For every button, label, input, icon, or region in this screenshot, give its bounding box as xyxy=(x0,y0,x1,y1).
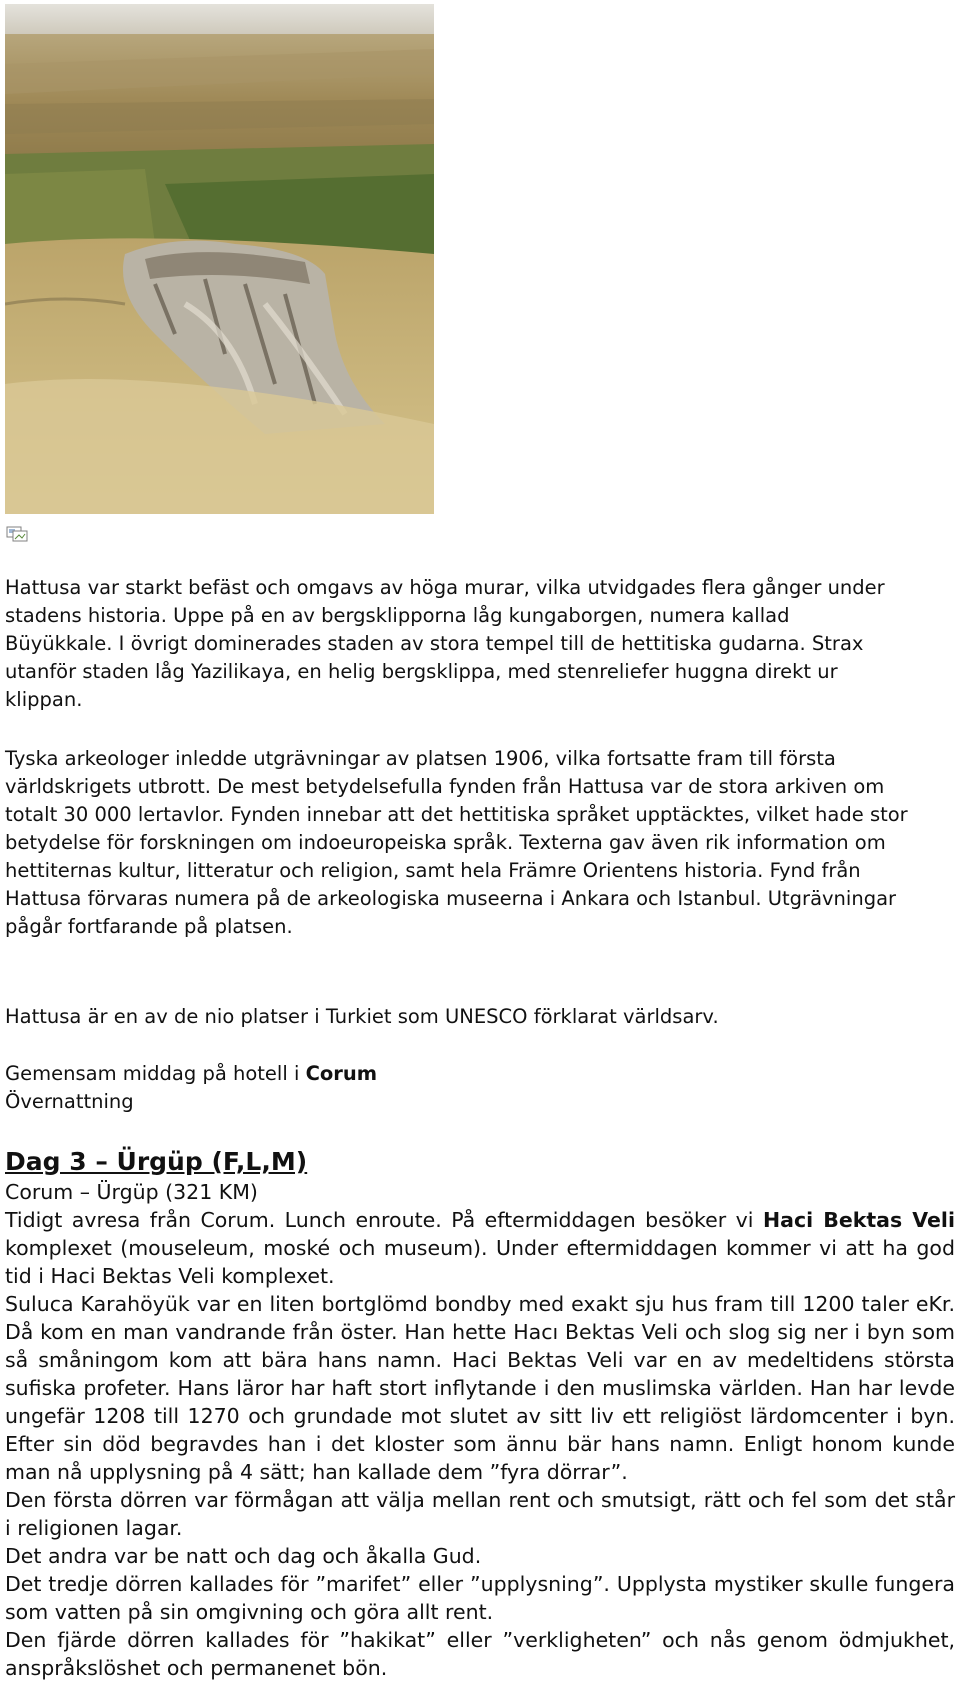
day3-intro-post: komplexet (mouseleum, moské och museum). Under eftermiddagen kommer vi att ha god tid i Haci Bektas Veli komplexet. xyxy=(5,1236,955,1288)
day3-door1: Den första dörren var förmågan att välja mellan rent och smutsigt, rätt och fel som det står i religionen lagar. xyxy=(5,1488,955,1540)
day3-route: Corum – Ürgüp (321 KM) xyxy=(5,1180,258,1204)
hillside-ruins-photo xyxy=(5,4,434,514)
day3-intro xyxy=(5,1206,955,1290)
dinner-line xyxy=(5,1060,955,1088)
day3-content xyxy=(5,1178,955,1682)
day3-intro-pre: Tidigt avresa från Corum. Lunch enroute. På eftermiddagen besöker vi xyxy=(5,1208,763,1232)
day3-heading: Dag 3 – Ürgüp (F,L,M) xyxy=(5,1147,308,1176)
overnight-line: Övernattning xyxy=(5,1090,134,1113)
broken-image-icon xyxy=(6,526,28,542)
day3-door3: Det tredje dörren kallades för ”marifet” eller ”upplysning”. Upplysta mystiker skulle fungera som vatten på sin omgivning och göra allt rent. xyxy=(5,1572,955,1624)
day3-intro-bold: Haci Bektas Veli xyxy=(762,1208,955,1232)
dinner-city: Corum xyxy=(305,1062,378,1085)
day3-door4: Den fjärde dörren kallades för ”hakikat” eller ”verkligheten” och nås genom ödmjukhet, anspråkslöshet och permanenet bön. xyxy=(5,1628,955,1680)
dinner-overnight-block xyxy=(5,1060,955,1116)
day3-door2: Det andra var be natt och dag och åkalla Gud. xyxy=(5,1544,482,1568)
dinner-prefix: Gemensam middag på hotell i xyxy=(5,1062,306,1085)
paragraph-excavations: Tyska arkeologer inledde utgrävningar av platsen 1906, vilka fortsatte fram till första världskrigets utbrott. De mest betydelsefulla fynden från Hattusa var de stora arkiven om totalt 30 000 lertavlor. Fynden innebar att det hettitiska språket upptäcktes, vilket hade stor betydelse för forskningen om indoeuropeiska språk. Texterna gav även rik information om hettiternas kultur, litteratur och religion, samt hela Främre Orientens historia. Fynd från Hattusa förvaras numera på de arkeologiska museerna i Ankara och Istanbul. Utgrävningar pågår fortfarande på platsen. xyxy=(5,747,908,938)
paragraph-unesco: Hattusa är en av de nio platser i Turkiet som UNESCO förklarat världsarv. xyxy=(5,1005,719,1028)
day3-story: Suluca Karahöyük var en liten bortglömd bondby med exakt sju hus fram till 1200 taler eKr. Då kom en man vandrande från öster. Han hette Hacı Bektas Veli och slog sig ner i byn som så småningom kom att bära hans namn. Haci Bektas Veli var en av medeltidens största sufiska profeter. Hans läror har haft stort inflytande i den muslimska världen. Han har levde ungefär 1208 till 1270 och grundade mot slutet av sitt liv ett religiöst lärdomcenter i byn. Efter sin död begravdes han i det kloster som ännu bär hans namn. Enligt honom kunde man nå upplysning på 4 sätt; han kallade dem ”fyra dörrar”. xyxy=(5,1292,955,1484)
paragraph-hattusa-fortification: Hattusa var starkt befäst och omgavs av höga murar, vilka utvidgades flera gånger under stadens historia. Uppe på en av bergsklipporna låg kungaborgen, numera kallad Büyükkale. I övrigt dominerades staden av stora tempel till de hettitiska gudarna. Strax utanför staden låg Yazilikaya, en helig bergsklippa, med stenreliefer huggna direkt ur klippan. xyxy=(5,576,885,711)
